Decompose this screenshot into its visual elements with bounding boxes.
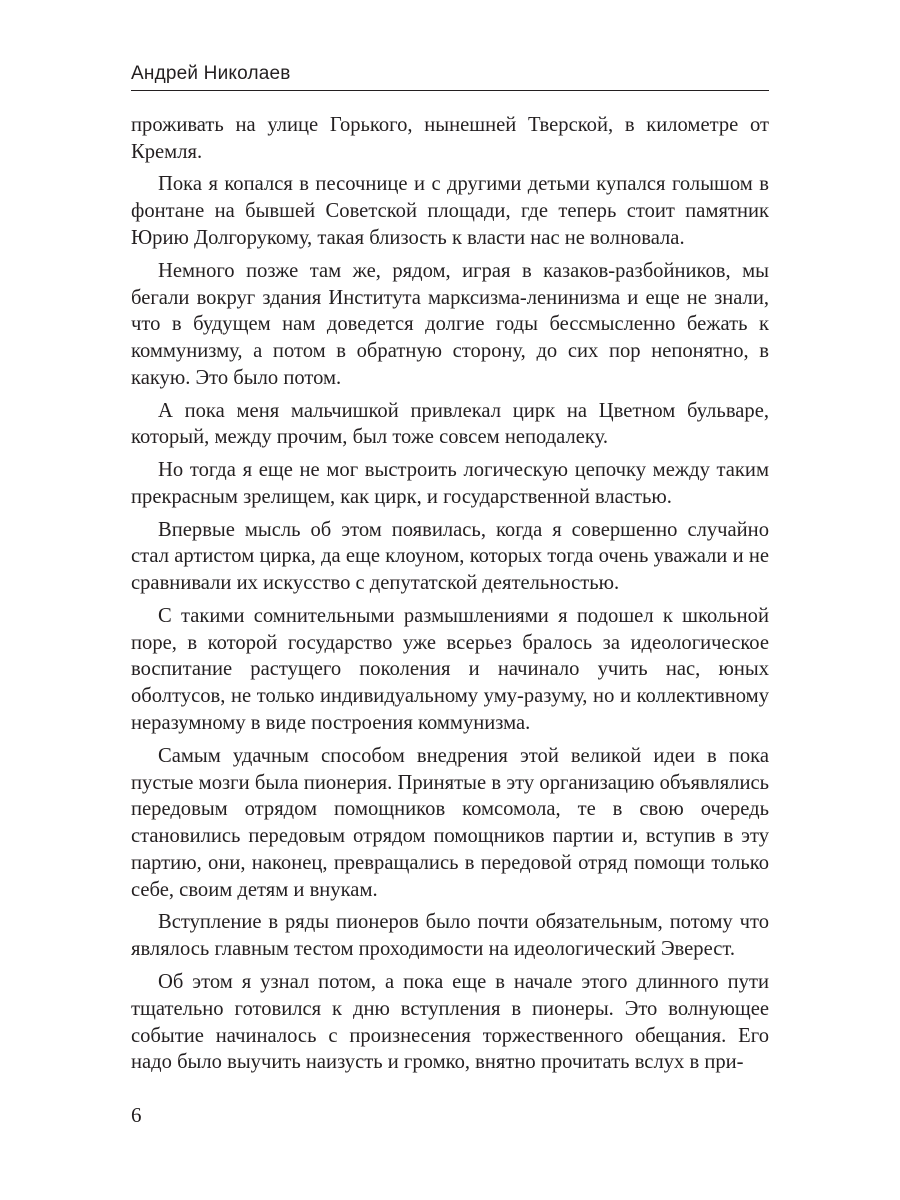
header-rule xyxy=(131,90,769,91)
paragraph: проживать на улице Горького, нынешней Тверской, в километре от Кремля. xyxy=(131,114,769,163)
page-number: 6 xyxy=(131,1103,142,1127)
paragraph: Вступление в ряды пионеров было почти обязательным, потому что являлось главным тестом проходимости на идеологический Эверест. xyxy=(131,911,769,961)
paragraph: Пока я копался в песочнице и с другими детьми купался голышом в фонтане на бывшей Советской площади, где теперь стоит памятник Юрию Долгорукому, такая близость к власти нас не волновала. xyxy=(131,173,769,250)
paragraph: Самым удачным способом внедрения этой великой идеи в пока пустые мозги была пионерия. Принятые в эту организацию объявлялись передовым отрядом помощников комсомола, те в свою очередь становились передовым отрядом помощников партии и, вступив в эту партию, они, наконец, превращались в передовой отряд помощи только себе, своим детям и внукам. xyxy=(131,744,769,901)
paragraph: Немного позже там же, рядом, играя в казаков-разбойников, мы бегали вокруг здания Института марксизма-ленинизма и еще не знали, что в будущем нам доведется долгие годы бессмысленно бежать к коммунизму, а потом в обратную сторону, до сих пор непонятно, в какую. Это было потом. xyxy=(131,259,769,389)
running-head-author: Андрей Николаев xyxy=(131,63,291,84)
paragraph: С такими сомнительными размышлениями я подошел к школьной поре, в которой государство уже всерьез бралось за идеологическое воспитание растущего поколения и начинало учить нас, юных оболтусов, не только индивидуальному уму-разуму, но и коллективному неразумному в виде построения коммунизма. xyxy=(131,604,769,735)
paragraph: Об этом я узнал потом, а пока еще в начале этого длинного пути тщательно готовился к дню вступления в пионеры. Это волнующее событие начиналось с произнесения торжественного обещания. Его надо было выучить наизусть и громко, внятно прочитать вслух в при- xyxy=(131,970,769,1074)
body-text xyxy=(131,112,769,1082)
paragraph: А пока меня мальчишкой привлекал цирк на Цветном бульваре, который, между прочим, был тоже совсем неподалеку. xyxy=(131,399,769,449)
paragraph: Но тогда я еще не мог выстроить логическую цепочку между таким прекрасным зрелищем, как цирк, и государственной властью. xyxy=(131,459,769,508)
paragraph: Впервые мысль об этом появилась, когда я совершенно случайно стал артистом цирка, да еще клоуном, которых тогда очень уважали и не сравнивали их искусство с депутатской деятельностью. xyxy=(131,518,769,595)
